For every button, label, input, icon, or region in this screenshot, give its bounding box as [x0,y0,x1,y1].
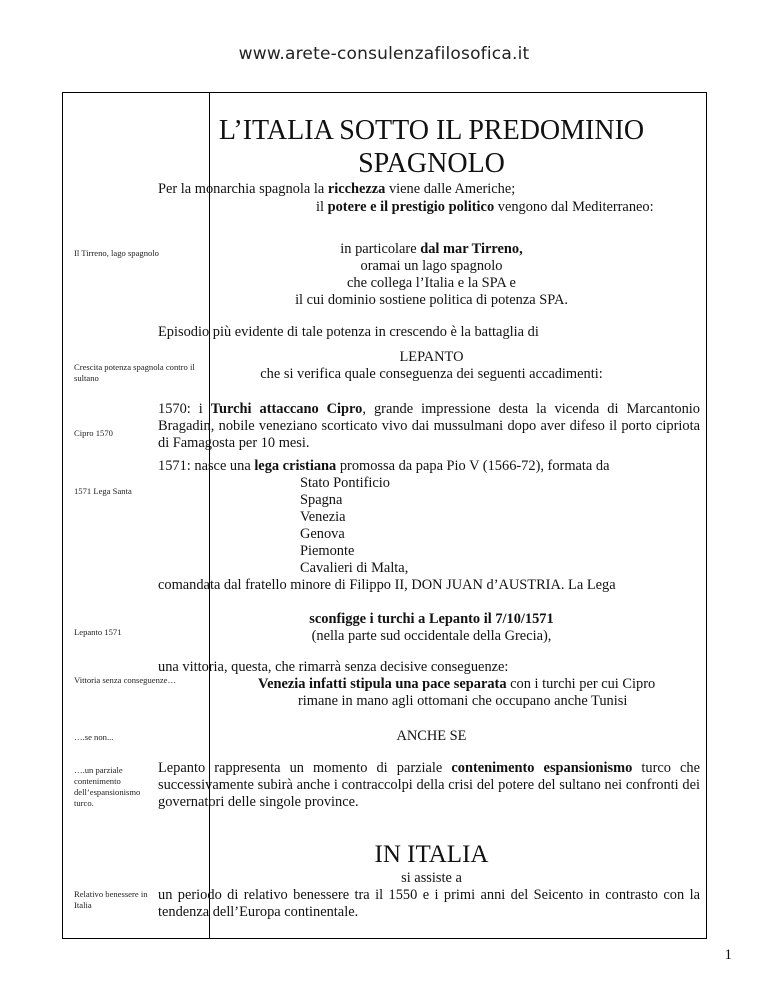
para-potere: il potere e il prestigio politico vengono dal Mediterraneo: [316,199,654,215]
margin-note-tirreno: Il Tirreno, lago spagnolo [74,248,159,258]
lega-member: Spagna [300,492,343,508]
episodio-line: Episodio più evidente di tale potenza in crescendo è la battaglia di [158,324,539,340]
periodo-paragraph: un periodo di relativo benessere tra il 1550 e i primi anni del Seicento in contrasto con la tendenza dell’Europa continentale. [158,887,700,920]
sconfigge-line: sconfigge i turchi a Lepanto il 7/10/1571 [309,611,554,627]
page-number: 1 [724,947,732,963]
lega-member: Stato Pontificio [300,475,390,491]
tirreno-line-2: oramai un lago spagnolo [360,258,503,274]
cipro-paragraph: 1570: i Turchi attaccano Cipro, grande impressione desta la vicenda di Marcantonio Bragadin, nobile veneziano scorticato vivo dai mussulmani dopo aver difeso il porto cipriota di Famagosta per 10 mesi. [158,401,700,451]
page-title: L’ITALIA SOTTO IL PREDOMINIO SPAGNOLO [218,115,645,179]
venezia-line: Venezia infatti stipula una pace separata con i turchi per cui Cipro [258,676,656,692]
para-ricchezza: Per la monarchia spagnola la ricchezza viene dalle Americhe; [158,181,516,197]
vittoria-line: una vittoria, questa, che rimarrà senza decisive conseguenze: [158,659,509,675]
si-assiste-line: si assiste a [401,870,462,886]
lepanto-paragraph: Lepanto rappresenta un momento di parziale contenimento espansionismo turco che successivamente subirà anche i contraccolpi della crisi del potere del sultano nei confronti dei governatori delle singole province. [158,760,701,810]
lega-member: Venezia [300,509,346,525]
margin-note-cipro: Cipro 1570 [74,428,113,438]
lepanto-heading: LEPANTO [399,349,464,365]
lepanto-sub: che si verifica quale conseguenza dei seguenti accadimenti: [260,366,603,382]
comandata-line: comandata dal fratello minore di Filippo II, DON JUAN d’AUSTRIA. La Lega [158,577,616,593]
sconfigge-sub: (nella parte sud occidentale della Grecia), [311,628,552,644]
section-title-italia: IN ITALIA [374,841,489,868]
lega-member: Piemonte [300,543,355,559]
anche-se-heading: ANCHE SE [396,728,467,744]
lega-member: Cavalieri di Malta, [300,560,409,576]
document-frame [62,92,707,939]
margin-note-lega: 1571 Lega Santa [74,486,132,496]
margin-note-se-non: ….se non... [74,732,114,742]
margin-note-crescita: Crescita potenza spagnola contro il sultano [74,362,195,383]
rimane-line: rimane in mano agli ottomani che occupano anche Tunisi [298,693,628,709]
margin-note-lepanto: Lepanto 1571 [74,627,122,637]
site-header: www.arete-consulenzafilosofica.it [238,44,530,64]
margin-note-vittoria: Vittoria senza conseguenze… [74,675,177,685]
tirreno-line-4: il cui dominio sostiene politica di potenza SPA. [295,292,568,308]
tirreno-line-1: in particolare dal mar Tirreno, [340,241,523,257]
margin-divider [209,93,210,938]
tirreno-line-3: che collega l’Italia e la SPA e [347,275,516,291]
margin-note-benessere: Relativo benessere in Italia [74,889,148,910]
lega-member: Genova [300,526,345,542]
margin-note-contenimento: ….un parziale contenimento dell’espansionismo turco. [74,765,141,808]
lega-line: 1571: nasce una lega cristiana promossa da papa Pio V (1566-72), formata da [158,458,610,474]
